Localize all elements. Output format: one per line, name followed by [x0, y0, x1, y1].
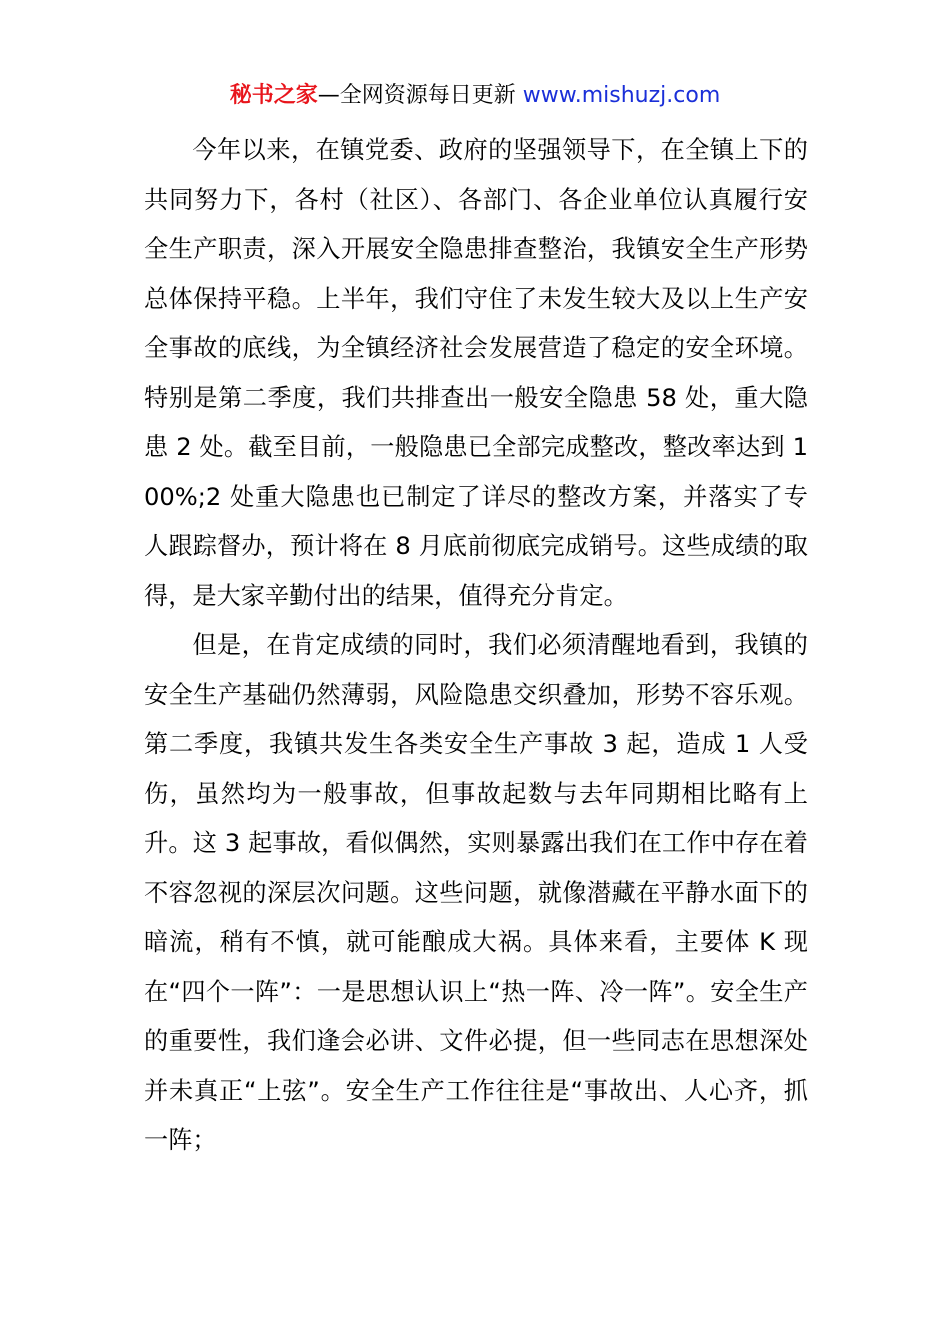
document-body: [144, 126, 808, 1166]
site-tagline: —全网资源每日更新: [317, 83, 516, 108]
paragraph-1: 今年以来，在镇党委、政府的坚强领导下，在全镇上下的共同努力下，各村（社区）、各部门、各企业单位认真履行安全生产职责，深入开展安全隐患排查整治，我镇安全生产形势总体保持平稳。上半年，我们守住了未发生较大及以上生产安全事故的底线，为全镇经济社会发展营造了稳定的安全环境。特别是第二季度，我们共排查出一般安全隐患 58 处，重大隐患 2 处。截至目前，一般隐患已全部完成整改，整改率达到 100%;2 处重大隐患也已制定了详尽的整改方案，并落实了专人跟踪督办，预计将在 8 月底前彻底完成销号。这些成绩的取得，是大家辛勤付出的结果，值得充分肯定。: [144, 136, 808, 610]
site-header: [0, 80, 950, 112]
paragraph-2: 但是，在肯定成绩的同时，我们必须清醒地看到，我镇的安全生产基础仍然薄弱，风险隐患交织叠加，形势不容乐观。第二季度，我镇共发生各类安全生产事故 3 起，造成 1 人受伤，虽然均为一般事故，但事故起数与去年同期相比略有上升。这 3 起事故，看似偶然，实则暴露出我们在工作中存在着不容忽视的深层次问题。这些问题，就像潜藏在平静水面下的暗流，稍有不慎，就可能酿成大祸。具体来看，主要体 K 现在“四个一阵”：一是思想认识上“热一阵、冷一阵”。安全生产的重要性，我们逢会必讲、文件必提，但一些同志在思想深处并未真正“上弦”。安全生产工作往往是“事故出、人心齐，抓一阵；: [144, 631, 808, 1154]
site-url-link[interactable]: www.mishuzj.com: [522, 83, 721, 108]
site-brand: 秘书之家: [229, 83, 318, 108]
